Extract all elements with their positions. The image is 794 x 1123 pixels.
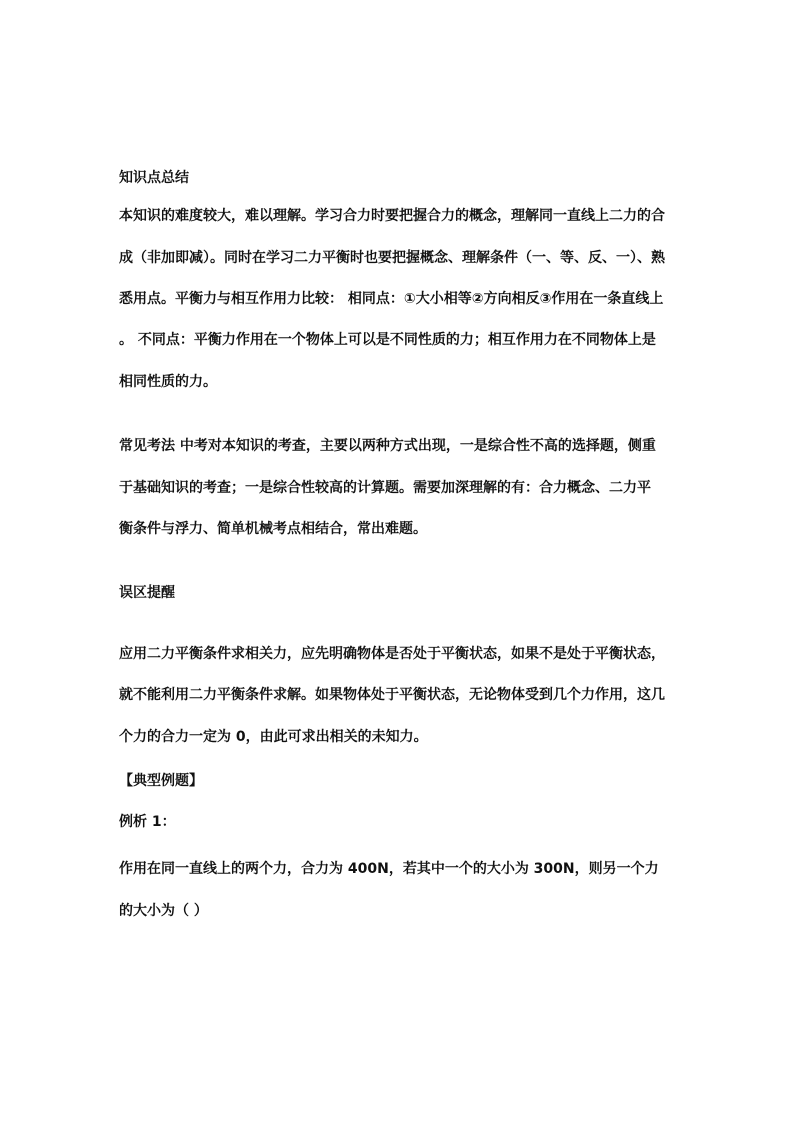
para3-line-3: 个力的合力一定为 0，由此可求出相关的未知力。 <box>119 729 428 745</box>
question-line-1: 作用在同一直线上的两个力，合力为 400N，若其中一个的大小为 300N，则另一个力 <box>119 861 659 877</box>
para2-line-3: 衡条件与浮力、简单机械考点相结合，常出难题。 <box>119 521 427 537</box>
para2-line-1: 常见考法 中考对本知识的考查，主要以两种方式出现，一是综合性不高的选择题，侧重 <box>119 438 656 454</box>
heading-common-mistakes: 误区提醒 <box>119 585 175 601</box>
para1-line-4: 。 不同点：平衡力作用在一个物体上可以是不同性质的力；相互作用力在不同物体上是 <box>119 332 656 348</box>
para1-line-2: 成（非加即减）。同时在学习二力平衡时也要把握概念、理解条件（一、等、反、一）、熟 <box>119 250 665 266</box>
heading-knowledge-summary: 知识点总结 <box>119 170 189 186</box>
para1-line-1: 本知识的难度较大，难以理解。学习合力时要把握合力的概念，理解同一直线上二力的合 <box>119 208 665 224</box>
heading-typical-examples: 【典型例题】 <box>119 773 203 789</box>
para3-line-2: 就不能利用二力平衡条件求解。如果物体处于平衡状态，无论物体受到几个力作用，这几 <box>119 687 665 703</box>
question-line-2: 的大小为（ ） <box>119 903 208 919</box>
para1-line-5: 相同性质的力。 <box>119 374 217 390</box>
example-label: 例析 1： <box>119 814 176 830</box>
para1-line-3: 悉用点。平衡力与相互作用力比较： 相同点：①大小相等②方向相反③作用在一条直线上 <box>119 291 664 307</box>
para3-line-1: 应用二力平衡条件求相关力，应先明确物体是否处于平衡状态，如果不是处于平衡状态， <box>119 646 665 662</box>
para2-line-2: 于基础知识的考查；一是综合性较高的计算题。需要加深理解的有：合力概念、二力平 <box>119 480 651 496</box>
